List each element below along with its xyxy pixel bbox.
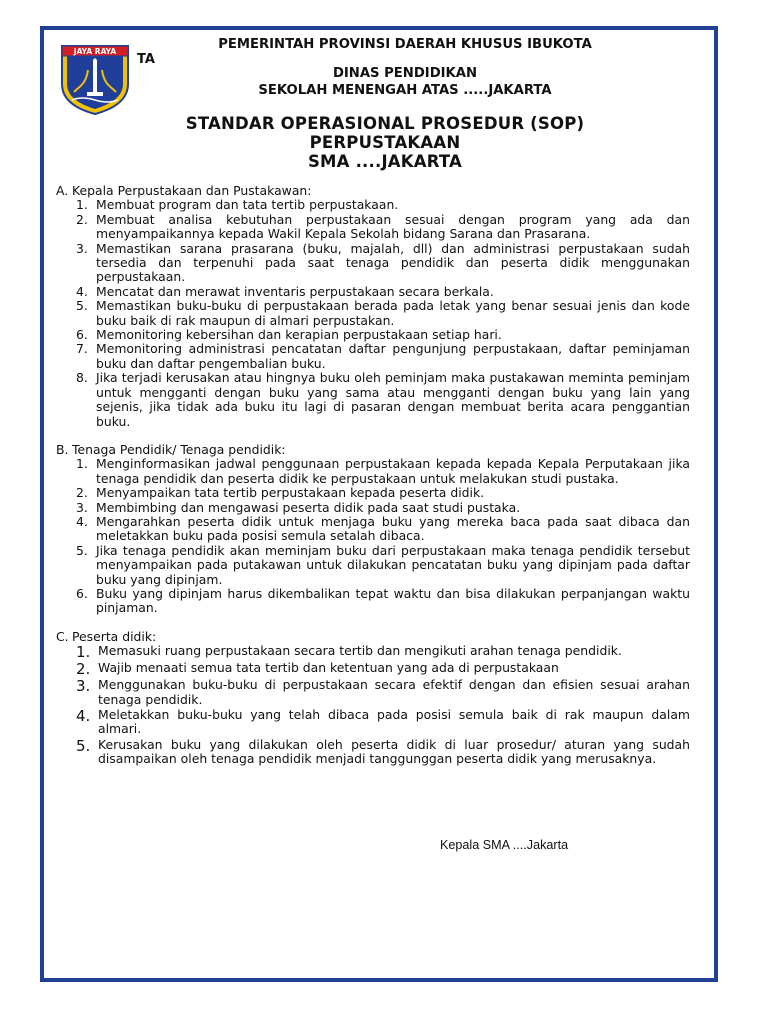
list-item: 5. Memastikan buku-buku di perpustakaan berada pada letak yang benar sesuai jenis dan kode buku baik di rak maupun di almari perpustakan. [76, 298, 690, 328]
list-item: 5. Kerusakan buku yang dilakukan oleh peserta didik di luar prosedur/ aturan yang sudah disampaikan oleh tenaga pendidik menjadi tanggunggan peserta didik yang merusaknya. [76, 736, 690, 767]
list-item: 1. Membuat program dan tata tertib perpustakaan. [76, 197, 399, 213]
list-item: 4. Meletakkan buku-buku yang telah dibaca pada posisi semula baik di rak maupun dalam almari. [76, 707, 690, 737]
section-heading: Tenaga Pendidik/ Tenaga pendidik: [72, 441, 286, 457]
list-item: 4. Mencatat dan merawat inventaris perpustakaan secara berkala. [76, 283, 494, 299]
section-letter: B. [56, 441, 69, 457]
list-item: 5. Jika tenaga pendidik akan meminjam buku dari perpustakaan maka tenaga pendidik tersebut menyampaikan pada putakawan untuk dilakukan pencatatan buku yang dipinjam pada daftar buku yang dipinjam. [76, 542, 690, 587]
list-item: 2. Menyampaikan tata tertib perpustakaan kepada peserta didik. [76, 485, 485, 501]
list-item: 7. Memonitoring administrasi pencatatan daftar pengunjung perpustakaan, daftar peminjaman buku dan daftar pengembalian buku. [76, 341, 690, 371]
section-b [56, 443, 690, 616]
header-department: DINAS PENDIDIKAN [332, 66, 478, 81]
list-item: 3. Membimbing dan mengawasi peserta didik pada saat studi pustaka. [76, 499, 521, 515]
list-item: 6. Memonitoring kebersihan dan kerapian perpustakaan setiap hari. [76, 327, 502, 343]
header-school: SEKOLAH MENENGAH ATAS .....JAKARTA [258, 83, 552, 98]
section-letter: C. [56, 628, 69, 644]
svg-text:JAYA RAYA: JAYA RAYA [73, 47, 117, 56]
list-item: 2. Membuat analisa kebutuhan perpustakaan sesuai dengan program yang ada dan menyampaikannya kepada Wakil Kepala Sekolah bidang Sarana dan Prasarana. [76, 211, 690, 242]
section-c-list [56, 644, 690, 766]
dki-jakarta-emblem-icon [58, 40, 132, 116]
doc-school: SMA ....JAKARTA [307, 152, 463, 171]
list-item: 1. Menginformasikan jadwal penggunaan perpustakaan kepada kepada Kepala Perputakaan jika tenaga pendidik dan peserta didik ke perpustakaan untuk melakukan studi pustaka. [76, 456, 690, 486]
section-a-list [56, 198, 690, 429]
header-government: PEMERINTAH PROVINSI DAERAH KHUSUS IBUKOTA [218, 37, 592, 52]
list-item: 8. Jika terjadi kerusakan atau hingnya buku oleh peminjam maka pustakawan meminta peminjam untuk mengganti dengan buku yang sama atau mengganti dengan buku yang lain yang sejenis, jika tidak ada buku itu lagi di pasaran dengan membuat berita acara penggantian buku. [76, 370, 690, 429]
doc-title: STANDAR OPERASIONAL PROSEDUR (SOP) [185, 114, 585, 133]
list-item: 4. Mengarahkan peserta didik untuk menjaga buku yang mereka baca pada saat dibaca dan meletakkan buku pada posisi semula setalah dibaca. [76, 513, 690, 544]
list-item: 3. Memastikan sarana prasarana (buku, majalah, dll) dan administrasi perpustakaan sudah tersedia dan terpenuhi pada saat tenaga pendidik dan peserta didik menggunakan perpustakaan. [76, 240, 690, 285]
list-item: 3. Menggunakan buku-buku di perpustakaan secara efektif dengan dan efisien sesuai arahan tenaga pendidik. [76, 677, 690, 707]
section-letter: A. [56, 183, 69, 198]
list-item: 2. Wajib menaati semua tata tertib dan ketentuan yang ada di perpustakaan [76, 660, 559, 679]
section-b-list [56, 457, 690, 615]
doc-subtitle: PERPUSTAKAAN [309, 133, 461, 152]
section-c [56, 630, 690, 767]
section-heading: Kepala Perpustakaan dan Pustakawan: [72, 183, 312, 198]
header-ta-label: TA [137, 52, 155, 67]
sop-body [56, 184, 690, 781]
section-heading: Peserta didik: [72, 628, 157, 644]
signature-label: Kepala SMA ....Jakarta [440, 838, 569, 852]
list-item: 1. Memasuki ruang perpustakaan secara tertib dan mengikuti arahan tenaga pendidik. [76, 643, 622, 662]
list-item: 6. Buku yang dipinjam harus dikembalikan tepat waktu dan bisa dilakukan perpanjangan waktu pinjaman. [76, 585, 690, 616]
section-a [56, 184, 690, 429]
